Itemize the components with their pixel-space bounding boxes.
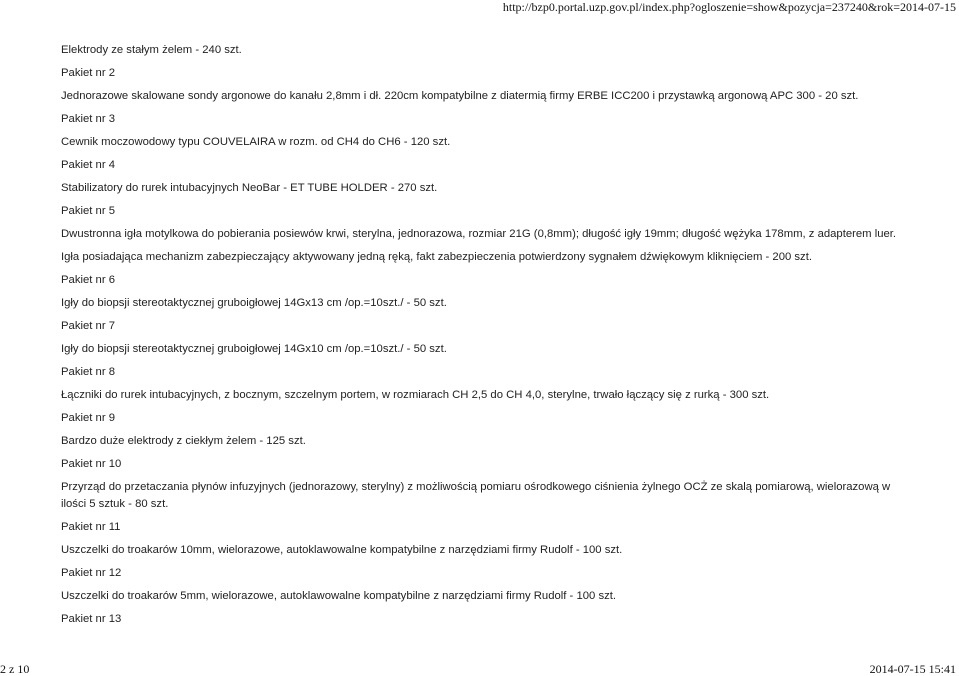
package-heading: Pakiet nr 7: [61, 320, 116, 332]
package-heading: Pakiet nr 6: [61, 274, 116, 286]
item-line: Igły do biopsji stereotaktycznej gruboigłowej 14Gx10 cm /op.=10szt./ - 50 szt.: [61, 343, 447, 355]
page-number: 2 z 10: [0, 662, 30, 676]
item-line-continued: ilości 5 sztuk - 80 szt.: [61, 498, 169, 510]
item-line: Łączniki do rurek intubacyjnych, z bocznym, szczelnym portem, w rozmiarach CH 2,5 do CH 4,0, sterylne, trwało łączący się z rurką - 300 szt.: [61, 389, 770, 401]
item-line: Stabilizatory do rurek intubacyjnych NeoBar - ET TUBE HOLDER - 270 szt.: [61, 182, 438, 194]
item-line: Igła posiadająca mechanizm zabezpieczający aktywowany jedną ręką, fakt zabezpieczenia potwierdzony sygnałem dźwiękowym kliknięciem - 200 szt.: [61, 251, 812, 263]
print-datetime: 2014-07-15 15:41: [869, 662, 956, 676]
item-line: Uszczelki do troakarów 5mm, wielorazowe, autoklawowalne kompatybilne z narzędziami firmy Rudolf - 100 szt.: [61, 590, 617, 602]
package-heading: Pakiet nr 13: [61, 613, 122, 625]
package-heading: Pakiet nr 12: [61, 567, 122, 579]
page-url-header: http://bzp0.portal.uzp.gov.pl/index.php?ogloszenie=show&pozycja=237240&rok=2014-07-15: [502, 0, 956, 14]
package-heading: Pakiet nr 8: [61, 366, 116, 378]
package-heading: Pakiet nr 4: [61, 159, 116, 171]
item-line: Cewnik moczowodowy typu COUVELAIRA w rozm. od CH4 do CH6 - 120 szt.: [61, 136, 451, 148]
package-heading: Pakiet nr 5: [61, 205, 116, 217]
package-heading: Pakiet nr 9: [61, 412, 116, 424]
item-line: Jednorazowe skalowane sondy argonowe do kanału 2,8mm i dł. 220cm kompatybilne z diatermią firmy ERBE ICC200 i przystawką argonową APC 300 - 20 szt.: [61, 90, 859, 102]
item-line: Bardzo duże elektrody z ciekłym żelem - 125 szt.: [61, 435, 306, 447]
item-line: Przyrząd do przetaczania płynów infuzyjnych (jednorazowy, sterylny) z możliwością pomiaru ośrodkowego ciśnienia żylnego OCŻ ze skalą pomiarową, wielorazową w: [61, 481, 891, 493]
package-heading: Pakiet nr 10: [61, 458, 122, 470]
item-line: Elektrody ze stałym żelem - 240 szt.: [61, 44, 242, 56]
item-line: Dwustronna igła motylkowa do pobierania posiewów krwi, sterylna, jednorazowa, rozmiar 21G (0,8mm); długość igły 19mm; długość wężyka 178mm, z adapterem luer.: [61, 228, 897, 240]
item-line: Uszczelki do troakarów 10mm, wielorazowe, autoklawowalne kompatybilne z narzędziami firmy Rudolf - 100 szt.: [61, 544, 623, 556]
document-body: [61, 43, 951, 635]
package-heading: Pakiet nr 3: [61, 113, 116, 125]
package-heading: Pakiet nr 2: [61, 67, 116, 79]
package-heading: Pakiet nr 11: [61, 521, 121, 533]
item-line: Igły do biopsji stereotaktycznej gruboigłowej 14Gx13 cm /op.=10szt./ - 50 szt.: [61, 297, 447, 309]
